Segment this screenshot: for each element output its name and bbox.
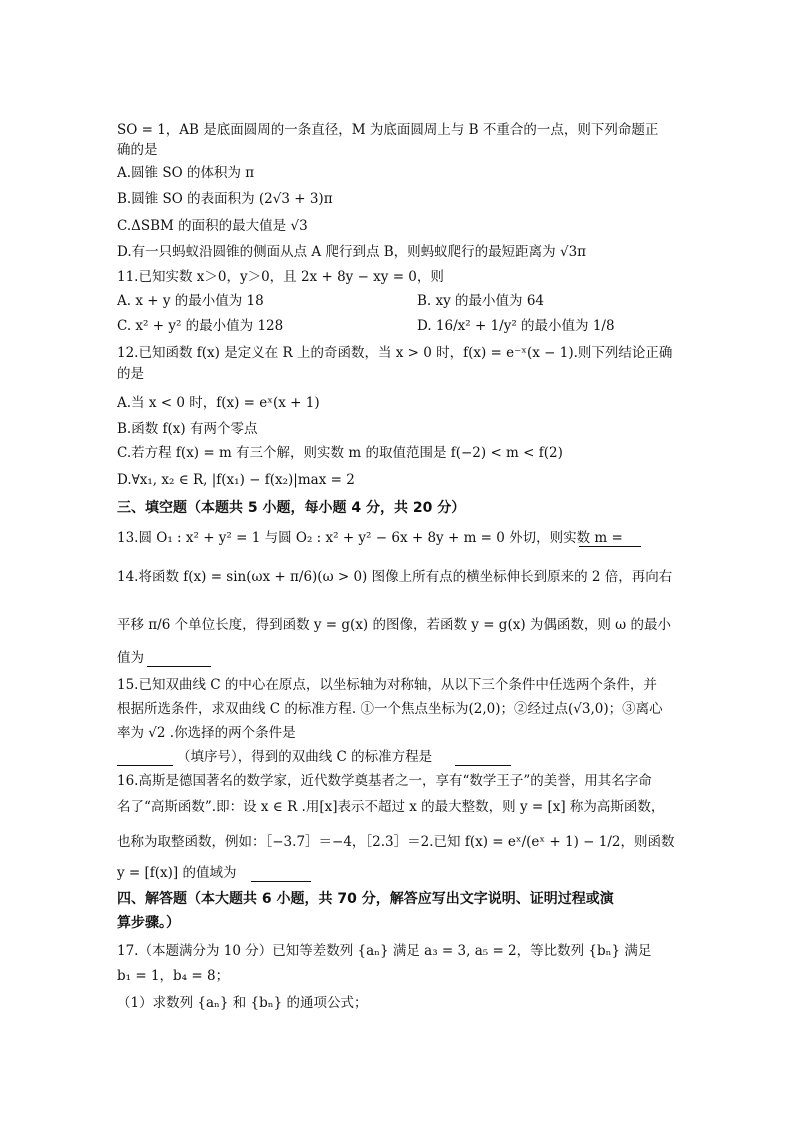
text-line: 16.高斯是德国著名的数学家，近代数学奠基者之一，享有“数学王子”的美誉，用其名字命: [117, 773, 652, 789]
section-3-heading: 三、填空题（本题共 5 小题，每小题 4 分，共 20 分）: [117, 500, 466, 516]
text-line: 平移 π/6 个单位长度，得到函数 y = g(x) 的图像，若函数 y = g(x) 为偶函数，则 ω 的最小: [117, 617, 671, 633]
text-line: （填序号），得到的双曲线 C 的标准方程是: [177, 749, 433, 765]
text-line: 名了“高斯函数”.即：设 x ∈ R .用[x]表示不超过 x 的最大整数，则 y = [x] 称为高斯函数，: [117, 799, 665, 815]
text-line: b₁ = 1，b₄ = 8；: [117, 968, 230, 984]
text-line: 11.已知实数 x＞0，y＞0，且 2x + 8y − xy = 0，则: [117, 269, 444, 285]
text-line: 确的是: [117, 142, 158, 158]
section-4-heading-line2: 算步骤。）: [117, 915, 180, 931]
text-line: C.若方程 f(x) = m 有三个解，则实数 m 的取值范围是 f(−2) < m < f(2): [117, 445, 563, 461]
answer-blank-13: [579, 532, 641, 547]
answer-blank-15a: [117, 751, 173, 766]
text-line: 的是: [117, 366, 144, 382]
text-line: 15.已知双曲线 C 的中心在原点，以坐标轴为对称轴，从以下三个条件中任选两个条件，并: [117, 677, 657, 693]
text-line: 值为: [117, 650, 144, 666]
text-line: y = [f(x)] 的值域为: [117, 865, 237, 881]
text-line: C.ΔSBM 的面积的最大值是 √3: [117, 218, 308, 234]
text-line: 12.已知函数 f(x) 是定义在 R 上的奇函数，当 x > 0 时，f(x) = e⁻ˣ(x − 1).则下列结论正确: [117, 345, 673, 361]
section-4-heading-line1: 四、解答题（本大题共 6 小题，共 70 分，解答应写出文字说明、证明过程或演: [117, 891, 614, 907]
q11-option-b: B. xy 的最小值为 64: [417, 293, 545, 309]
text-line: 17.（本题满分为 10 分）已知等差数列 {aₙ} 满足 a₃ = 3, a₅ = 2，等比数列 {bₙ} 满足: [117, 943, 652, 959]
text-line: A.圆锥 SO 的体积为 π: [117, 165, 255, 181]
answer-blank-16: [251, 867, 311, 882]
answer-blank-14: [147, 652, 211, 667]
text-line: 根据所选条件，求双曲线 C 的标准方程. ①一个焦点坐标为(2,0)；②经过点(√3,0)；③离心: [117, 701, 663, 717]
q11-option-a: A. x + y 的最小值为 18: [117, 293, 264, 309]
text-line: 14.将函数 f(x) = sin(ωx + π/6)(ω > 0) 图像上所有点的横坐标伸长到原来的 2 倍，再向右: [117, 569, 673, 585]
answer-blank-15b: [455, 751, 511, 766]
q11-option-d: D. 16/x² + 1/y² 的最小值为 1/8: [417, 318, 615, 334]
text-line: 率为 √2 .你选择的两个条件是: [117, 725, 296, 741]
text-line: SO = 1，AB 是底面圆周的一条直径，M 为底面圆周上与 B 不重合的一点，则下列命题正: [117, 122, 659, 138]
text-line: A.当 x < 0 时，f(x) = eˣ(x + 1): [117, 395, 320, 411]
text-line: 13.圆 O₁ : x² + y² = 1 与圆 O₂ : x² + y² − 6x + 8y + m = 0 外切，则实数 m =: [117, 530, 623, 546]
text-line: D.∀x₁, x₂ ∈ R, |f(x₁) − f(x₂)|max = 2: [117, 472, 355, 488]
text-line: 也称为取整函数，例如：［−3.7］＝−4，［2.3］＝2.已知 f(x) = eˣ/(eˣ + 1) − 1/2，则函数: [117, 834, 675, 850]
text-line: B.函数 f(x) 有两个零点: [117, 421, 258, 437]
text-line: （1）求数列 {aₙ} 和 {bₙ} 的通项公式；: [117, 995, 368, 1011]
text-line: D.有一只蚂蚁沿圆锥的侧面从点 A 爬行到点 B，则蚂蚁爬行的最短距离为 √3π: [117, 244, 587, 260]
text-line: B.圆锥 SO 的表面积为 (2√3 + 3)π: [117, 191, 333, 207]
q11-option-c: C. x² + y² 的最小值为 128: [117, 318, 284, 334]
